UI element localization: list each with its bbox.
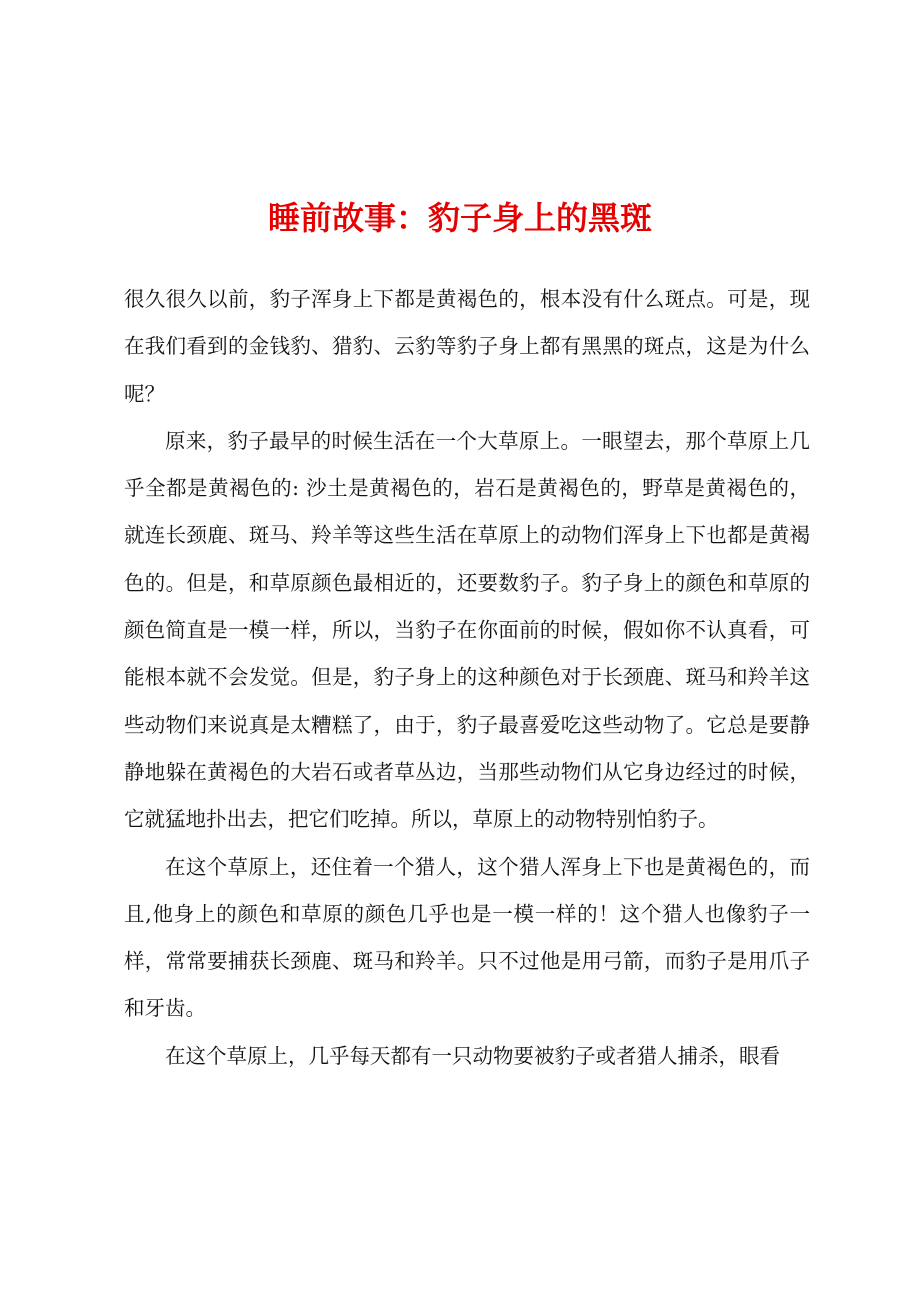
paragraph-4: 在这个草原上，几乎每天都有一只动物要被豹子或者猎人捕杀，眼看 (165, 1043, 780, 1068)
document-title: 睡前故事：豹子身上的黑斑 (267, 199, 652, 237)
document-body (124, 276, 810, 1080)
paragraph-3: 在这个草原上，还住着一个猎人，这个猎人浑身上下也是黄褐色的，而且,他身上的颜色和草原的颜色几乎也是一模一样的！这个猎人也像豹子一样，常常要捕获长颈鹿、斑马和羚羊。只不过他是用弓箭，而豹子是用爪子和牙齿。 (124, 854, 810, 1021)
paragraph-2: 原来，豹子最早的时候生活在一个大草原上。一眼望去，那个草原上几乎全都是黄褐色的: 沙土是黄褐色的，岩石是黄褐色的，野草是黄褐色的，就连长颈鹿、斑马、羚羊等这些生活在草原上的动物们浑身上下也都是黄褐色的。但是，和草原颜色最相近的，还要数豹子。豹子身上的颜色和草原的颜色简直是一模一样，所以，当豹子在你面前的时候，假如你不认真看，可能根本就不会发觉。但是，豹子身上的这种颜色对于长颈鹿、斑马和羚羊这些动物们来说真是太糟糕了，由于，豹子最喜爱吃这些动物了。它总是要静静地躲在黄褐色的大岩石或者草丛边，当那些动物们从它身边经过的时候，它就猛地扑出去，把它们吃掉。所以，草原上的动物特别怕豹子。 (124, 428, 810, 832)
paragraph-1: 很久很久以前，豹子浑身上下都是黄褐色的，根本没有什么斑点。可是，现在我们看到的金钱豹、猎豹、云豹等豹子身上都有黑黑的斑点，这是为什么呢？ (124, 287, 810, 406)
